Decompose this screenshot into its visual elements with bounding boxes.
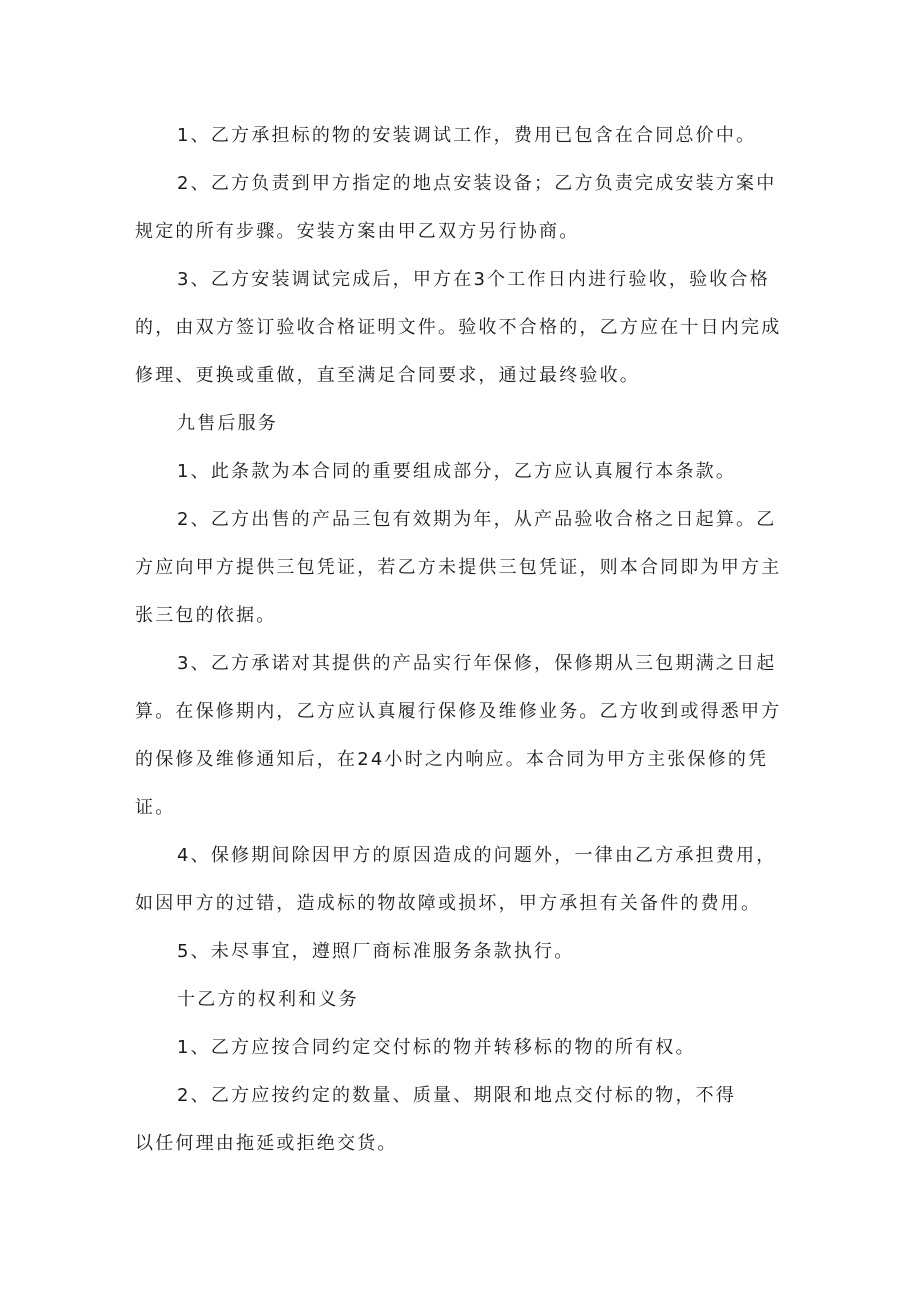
text-line: 修理、更换或重做，直至满足合同要求，通过最终验收。 xyxy=(135,365,640,386)
text-line: 1、乙方应按合同约定交付标的物并转移标的物的所有权。 xyxy=(177,1037,696,1058)
paragraph-service-3 xyxy=(135,640,785,832)
text-line: 的，由双方签订验收合格证明文件。验收不合格的，乙方应在十日内完成 xyxy=(135,317,782,338)
text-line: 以任何理由拖延或拒绝交货。 xyxy=(135,1133,398,1154)
text-line: 2、乙方出售的产品三包有效期为年，从产品验收合格之日起算。乙 xyxy=(177,509,777,530)
text-line: 证。 xyxy=(135,797,176,818)
paragraph-install-1 xyxy=(135,112,785,160)
text-line: 5、未尽事宜，遵照厂商标准服务条款执行。 xyxy=(177,941,575,962)
text-line: 张三包的依据。 xyxy=(135,605,277,626)
section-heading-rights-obligations xyxy=(135,976,785,1024)
paragraph-rights-2 xyxy=(135,1072,785,1168)
paragraph-rights-1 xyxy=(135,1024,785,1072)
paragraph-install-3 xyxy=(135,256,785,400)
text-line: 3、乙方安装调试完成后，甲方在3个工作日内进行验收，验收合格 xyxy=(177,269,770,290)
paragraph-service-2 xyxy=(135,496,785,640)
paragraph-service-5 xyxy=(135,928,785,976)
text-line: 九售后服务 xyxy=(177,413,278,434)
paragraph-install-2 xyxy=(135,160,785,256)
text-line: 4、保修期间除因甲方的原因造成的问题外，一律由乙方承担费用， xyxy=(177,845,777,866)
text-line: 十乙方的权利和义务 xyxy=(177,989,359,1010)
paragraph-service-4 xyxy=(135,832,785,928)
text-line: 2、乙方应按约定的数量、质量、期限和地点交付标的物，不得 xyxy=(177,1085,737,1106)
paragraph-service-1 xyxy=(135,448,785,496)
text-line: 如因甲方的过错，造成标的物故障或损坏，甲方承担有关备件的费用。 xyxy=(135,893,762,914)
section-heading-after-sales xyxy=(135,400,785,448)
text-line: 算。在保修期内，乙方应认真履行保修及维修业务。乙方收到或得悉甲方 xyxy=(135,701,782,722)
text-line: 2、乙方负责到甲方指定的地点安装设备；乙方负责完成安装方案中 xyxy=(177,173,777,194)
text-line: 的保修及维修通知后，在24小时之内响应。本合同为甲方主张保修的凭 xyxy=(135,749,769,770)
text-line: 1、此条款为本合同的重要组成部分，乙方应认真履行本条款。 xyxy=(177,461,737,482)
text-line: 方应向甲方提供三包凭证，若乙方未提供三包凭证，则本合同即为甲方主 xyxy=(135,557,782,578)
text-line: 规定的所有步骤。安装方案由甲乙双方另行协商。 xyxy=(135,221,580,242)
text-line: 1、乙方承担标的物的安装调试工作，费用已包含在合同总价中。 xyxy=(177,125,757,146)
document-page xyxy=(135,112,785,1168)
text-line: 3、乙方承诺对其提供的产品实行年保修，保修期从三包期满之日起 xyxy=(177,653,777,674)
